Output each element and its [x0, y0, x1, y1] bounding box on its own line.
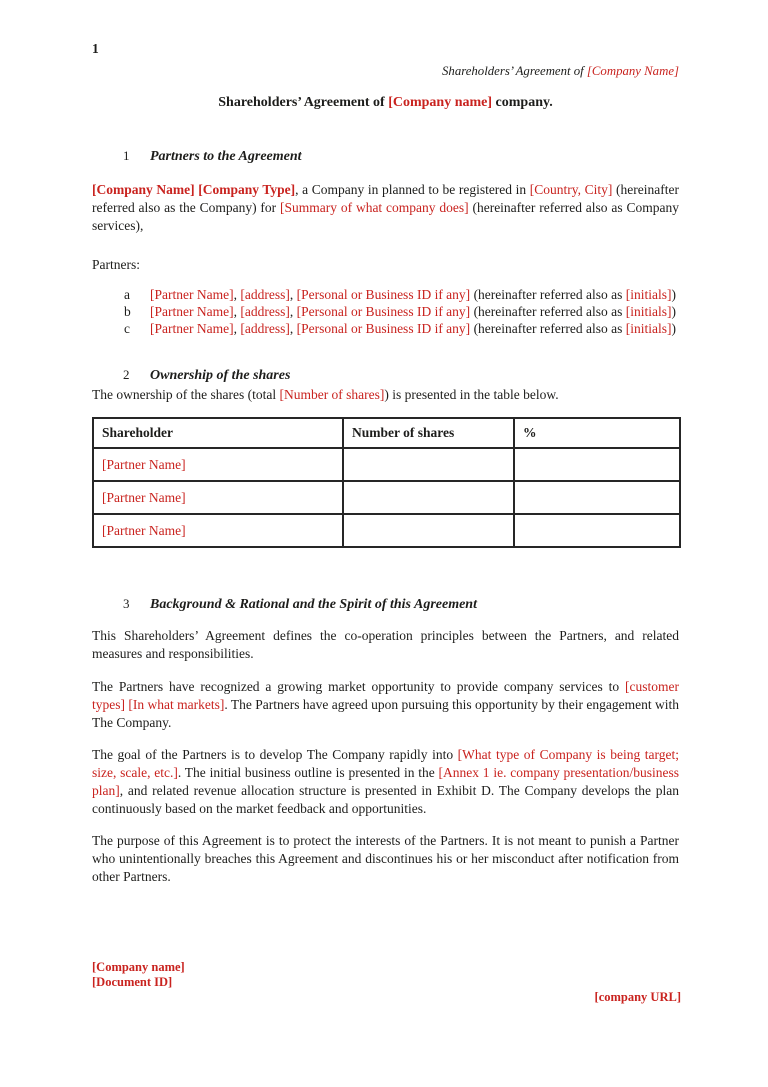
section-2-heading	[92, 366, 679, 385]
table-header-number-of-shares: Number of shares	[343, 418, 514, 448]
partner-item-text: [Partner Name], [address], [Personal or Business ID if any] (hereinafter referred also as [initials])	[150, 321, 676, 336]
footer-document-id: [Document ID]	[92, 975, 173, 989]
section-2-number: 2	[123, 367, 130, 382]
section-3-paragraph-4: The purpose of this Agreement is to protect the interests of the Partners. It is not meant to punish a Partner who unintentionally breaches this Agreement and discontinues his or her misconduct after notification from other Partners.	[92, 833, 679, 884]
table-cell-percent	[514, 514, 680, 547]
partner-item-letter: c	[124, 321, 130, 336]
partner-item-text: [Partner Name], [address], [Personal or Business ID if any] (hereinafter referred also as [initials])	[150, 287, 676, 302]
document-header-reference: Shareholders’ Agreement of [Company Name]	[442, 64, 679, 78]
partners-label: Partners:	[92, 257, 140, 272]
page-number: 1	[92, 41, 99, 56]
section-3-heading	[92, 595, 679, 614]
table-row	[93, 514, 680, 547]
partner-list-item	[92, 286, 679, 303]
section-1-title: Partners to the Agreement	[150, 149, 302, 164]
section-1-number: 1	[123, 148, 130, 163]
table-cell-percent	[514, 481, 680, 514]
table-cell-shares	[343, 514, 514, 547]
section-3-title: Background & Rational and the Spirit of this Agreement	[150, 597, 477, 612]
section-3-paragraph-2: The Partners have recognized a growing market opportunity to provide company services to [customer types] [In what markets]. The Partners have agreed upon pursuing this opportunity by their engagement with The Company.	[92, 679, 679, 730]
partner-list-item	[92, 303, 679, 320]
section-2-intro-paragraph: The ownership of the shares (total [Number of shares]) is presented in the table below.	[92, 387, 559, 402]
section-1-heading	[92, 147, 679, 166]
footer-company-block	[92, 960, 185, 990]
section-2-title: Ownership of the shares	[150, 368, 291, 383]
partner-item-text: [Partner Name], [address], [Personal or Business ID if any] (hereinafter referred also as [initials])	[150, 304, 676, 319]
table-row	[93, 481, 680, 514]
table-cell-shareholder: [Partner Name]	[93, 481, 343, 514]
table-cell-shareholder: [Partner Name]	[93, 448, 343, 481]
table-row	[93, 448, 680, 481]
document-title: Shareholders’ Agreement of [Company name] company.	[218, 95, 553, 110]
table-cell-percent	[514, 448, 680, 481]
table-header-shareholder: Shareholder	[93, 418, 343, 448]
table-cell-shareholder: [Partner Name]	[93, 514, 343, 547]
section-3-paragraph-1: This Shareholders’ Agreement defines the co-operation principles between the Partners, and related measures and responsibilities.	[92, 628, 679, 661]
table-header-percent: %	[514, 418, 680, 448]
footer-company-url: [company URL]	[594, 990, 681, 1004]
partner-item-letter: b	[124, 304, 131, 319]
section-3-number: 3	[123, 596, 130, 611]
partner-list	[92, 286, 679, 337]
section-1-intro-paragraph: [Company Name] [Company Type], a Company in planned to be registered in [Country, City] (hereinafter referred also as the Company) for [Summary of what company does] (hereinafter referred also as Company services),	[92, 182, 679, 233]
section-3-paragraph-3: The goal of the Partners is to develop The Company rapidly into [What type of Company is being target; size, scale, etc.]. The initial business outline is presented in the [Annex 1 ie. company presentation/business plan], and related revenue allocation structure is presented in Exhibit D. The Company develops the plan continuously based on the market feedback and opportunities.	[92, 747, 679, 816]
table-cell-shares	[343, 481, 514, 514]
table-header-row	[93, 418, 680, 448]
table-cell-shares	[343, 448, 514, 481]
partner-item-letter: a	[124, 287, 130, 302]
shareholders-table	[92, 417, 681, 548]
footer-company-name: [Company name]	[92, 960, 185, 974]
partner-list-item	[92, 320, 679, 337]
